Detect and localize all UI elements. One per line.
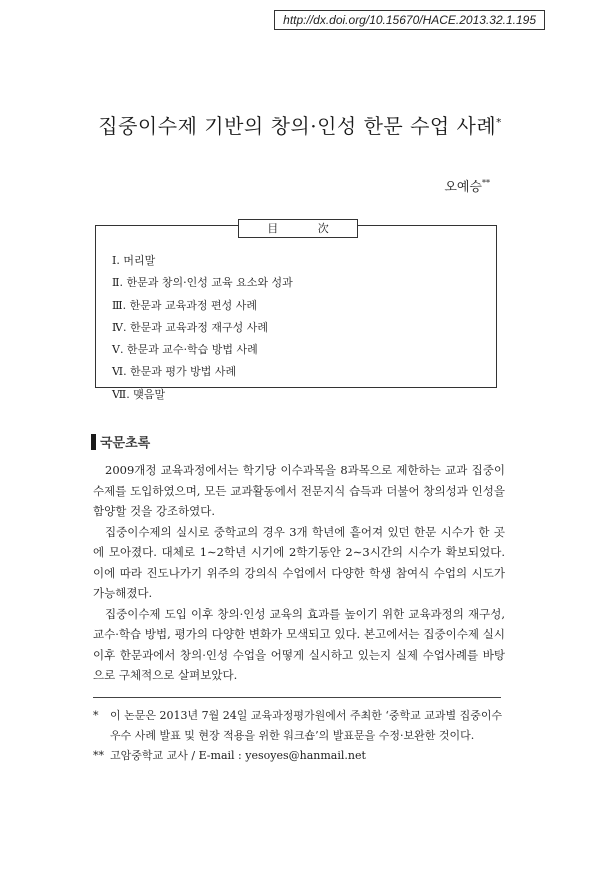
footnote <box>93 706 505 746</box>
paper-title <box>0 110 600 139</box>
author-footnote-mark: ** <box>482 178 490 188</box>
toc-item: Ⅳ. 한문과 교육과정 재구성 사례 <box>112 320 268 334</box>
heading-bar <box>91 434 96 450</box>
abstract-paragraph: 집중이수제의 실시로 중학교의 경우 3개 학년에 흩어져 있던 한문 시수가 한 곳에 모아졌다. 대체로 1∼2학년 시기에 2학기동안 2∼3시간의 시수가 확보되었다. 이에 따라 진도나가기 위주의 강의식 수업에서 다양한 학생 참여식 수업의 시도가 가능해졌다. <box>93 524 505 600</box>
toc-item: Ⅰ. 머리말 <box>112 254 156 267</box>
abstract-paragraph: 집중이수제 도입 이후 창의·인성 교육의 효과를 높이기 위한 교육과정의 재구성, 교수·학습 방법, 평가의 다양한 변화가 모색되고 있다. 본고에서는 집중이수제 실시 이후 한문과에서 창의·인성 수업을 어떻게 실시하고 있는지 실제 수업사례를 바탕으로 구체적으로 살펴보았다. <box>93 606 505 682</box>
footnotes <box>93 706 505 766</box>
footnote-text: 이 논문은 2013년 7월 24일 교육과정평가원에서 주최한 ‘중학교 교과별 집중이수 우수 사례 발표 및 현장 적용을 위한 워크숍’의 발표문을 수정·보완한 것이다. <box>110 709 503 742</box>
paper-title-text: 집중이수제 기반의 창의·인성 한문 수업 사례 <box>98 114 497 138</box>
abstract-body <box>93 460 505 686</box>
doi-link[interactable]: http://dx.doi.org/10.15670/HACE.2013.32.1.195 <box>274 10 545 30</box>
author <box>444 176 490 195</box>
footnote-text: 고암중학교 교사 / E-mail : yesoyes@hanmail.net <box>110 749 366 762</box>
toc-item: Ⅵ. 한문과 평가 방법 사례 <box>112 365 237 379</box>
footnote-mark: * <box>93 709 99 722</box>
abstract-heading-text: 국문초록 <box>100 436 151 451</box>
toc-item: Ⅶ. 맺음말 <box>112 387 166 401</box>
footnote <box>93 746 505 766</box>
toc-list <box>112 250 293 406</box>
footnote-mark: ** <box>93 749 104 762</box>
toc-item: Ⅲ. 한문과 교육과정 편성 사례 <box>112 298 257 312</box>
toc-heading: 目 次 <box>238 219 358 238</box>
author-name: 오예승 <box>444 180 482 195</box>
title-footnote-mark: * <box>496 117 502 129</box>
toc-item: Ⅱ. 한문과 창의·인성 교육 요소와 성과 <box>112 276 293 290</box>
abstract-heading <box>91 432 150 451</box>
toc-item: Ⅴ. 한문과 교수·학습 방법 사례 <box>112 343 258 357</box>
abstract-paragraph: 2009개정 교육과정에서는 학기당 이수과목을 8과목으로 제한하는 교과 집중이수제를 도입하였으며, 모든 교과활동에서 전문지식 습득과 더불어 창의성과 인성을 함양할 것을 강조하였다. <box>93 463 505 518</box>
table-of-contents <box>95 222 497 401</box>
footnote-divider <box>93 697 501 698</box>
